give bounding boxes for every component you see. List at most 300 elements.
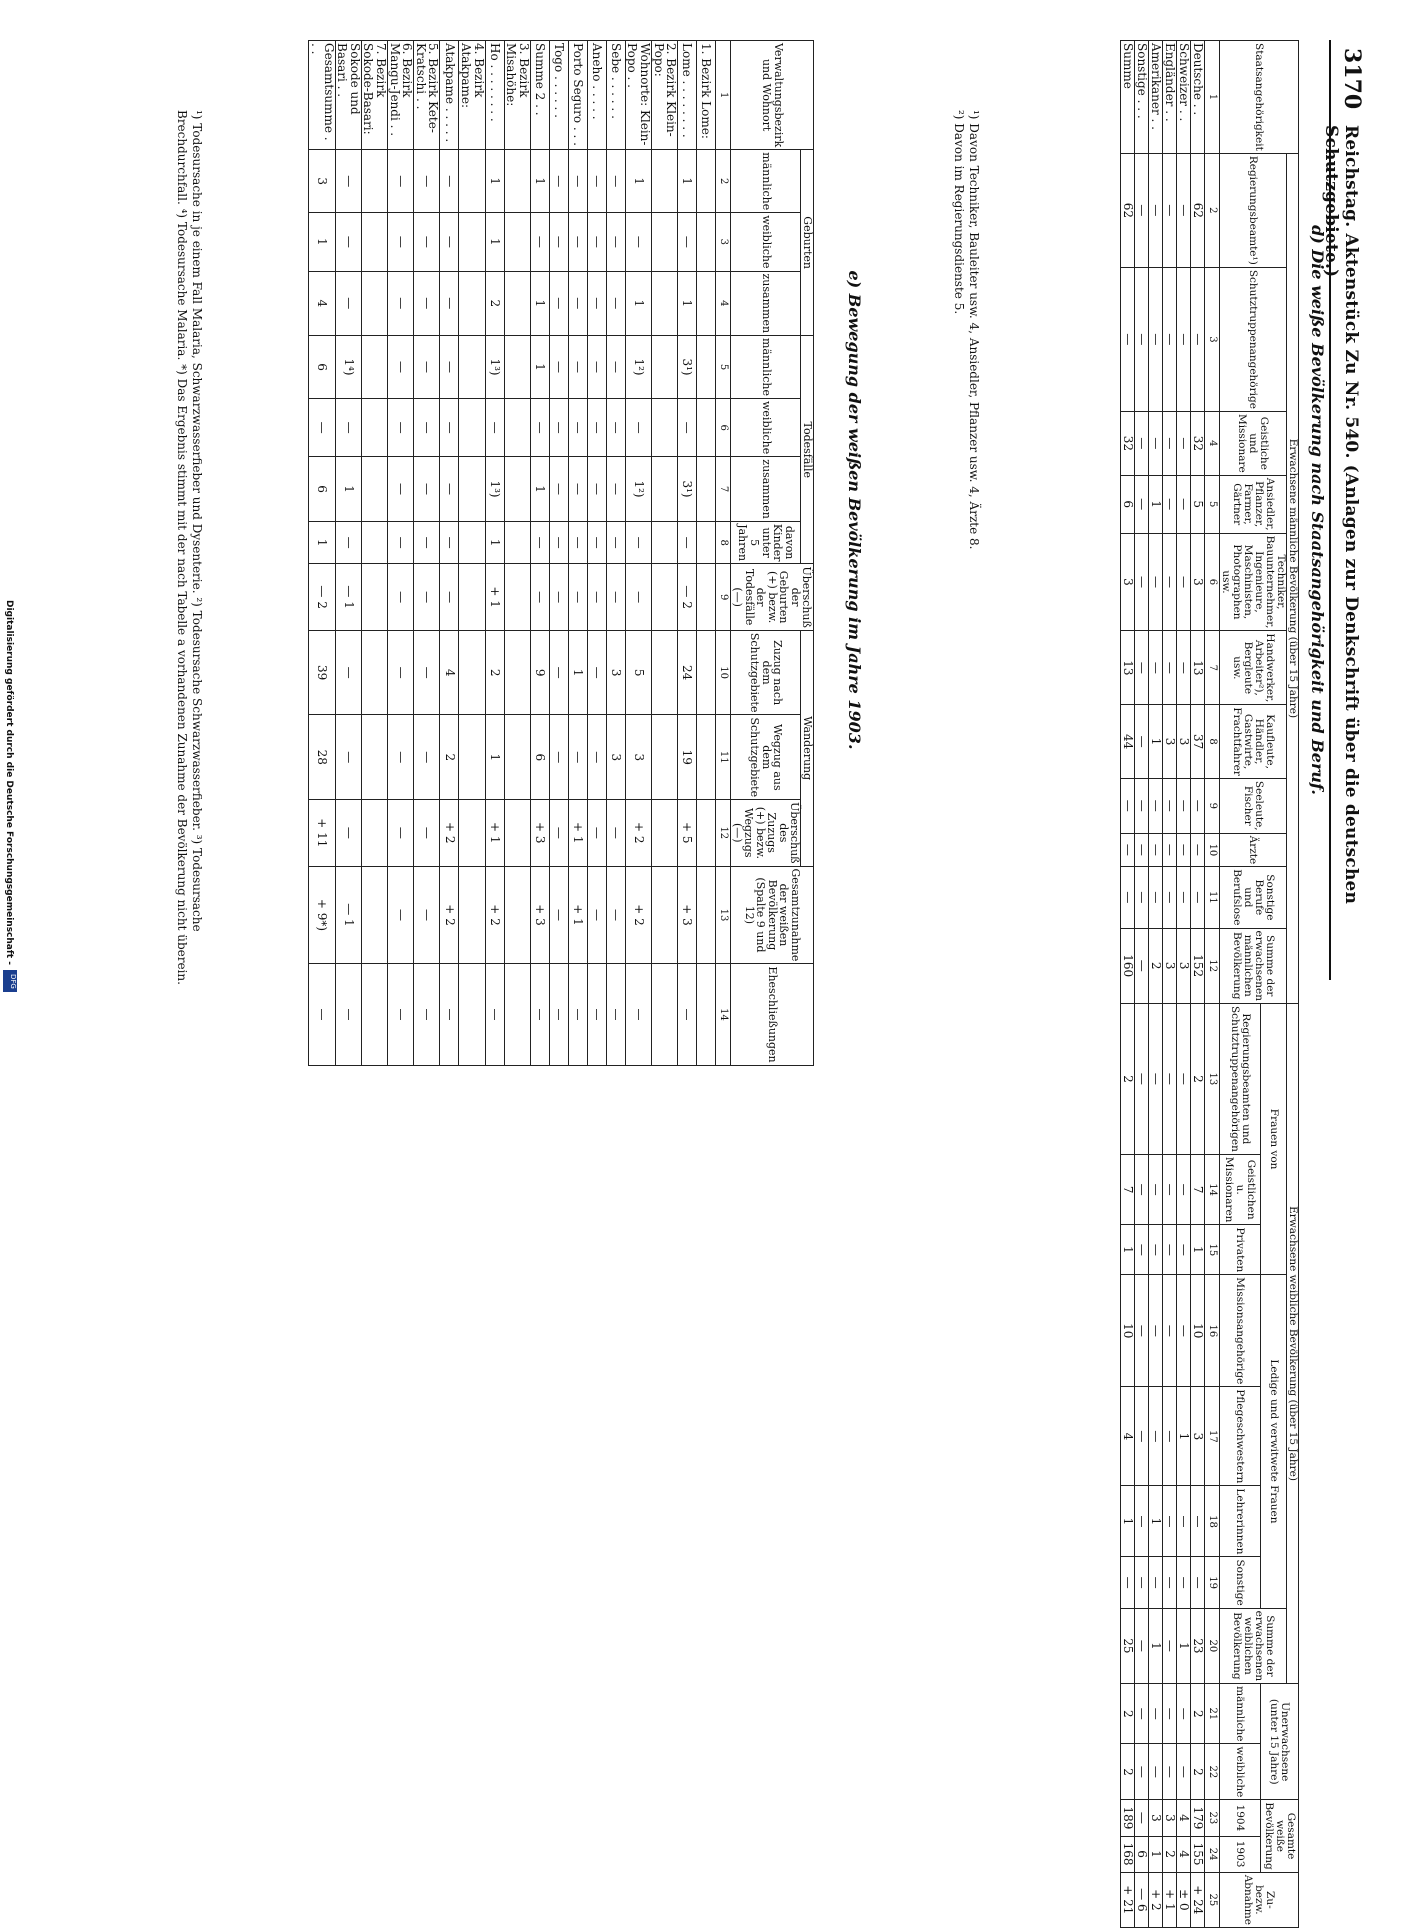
table-cell: — 6 [1134,1872,1148,1927]
table-cell: 1 [1148,475,1162,533]
table-cell: — 2 [309,564,335,630]
column-number: 2 [716,150,731,213]
table-cell [697,213,716,271]
table-cell: — [335,800,361,866]
row-label: Deutsche . . [1190,41,1204,154]
table-cell [697,521,716,564]
table-cell: 1 [530,150,549,213]
population-movement-table [308,40,814,1066]
table-cell [459,964,485,1065]
table-cell: 3¹) [678,336,697,399]
table-cell: — [606,271,625,336]
table-cell: 3 [1148,1800,1162,1836]
table-cell [361,564,387,630]
table-cell: 28 [309,715,335,800]
table-cell: — [335,715,361,800]
table-cell [504,964,530,1065]
column-number: 10 [1204,833,1219,867]
table-cell: — [1190,267,1204,411]
table-cell: 1²) [625,336,651,399]
row-label: Schweizer . . [1176,41,1190,154]
table-cell: — [414,213,440,271]
table-cell: — [414,564,440,630]
table-cell: — [1134,867,1148,928]
table-cell: — [568,521,587,564]
table-cell: — [568,150,587,213]
table-cell: 3 [606,630,625,715]
table-cell: — [1148,1557,1162,1608]
col-header: Überschuß des Zuzugs (+) bezw. Wegzugs (—) [731,800,801,866]
table-cell: — [388,964,414,1065]
table-cell: — [1176,1225,1190,1275]
row-label: Wohnorte: Klein-Popo . . [625,41,651,150]
table-cell: + 3 [530,866,549,964]
table-cell: — [549,521,568,564]
table-cell: — [1148,1744,1162,1800]
table-cell: — [1148,778,1162,833]
table-cell: 7 [1190,1154,1204,1225]
table-cell: — [568,564,587,630]
table-cell: — [388,800,414,866]
table-cell: 4 [1120,1387,1134,1486]
col-header: Wegzug aus dem Schutzgebiete [731,715,801,800]
table-cell: — [388,715,414,800]
table-cell: + 2 [1148,1872,1162,1927]
table-cell: — [1134,705,1148,779]
column-number-row [1204,41,1219,1928]
table-row [1134,41,1148,1928]
table-cell [504,336,530,399]
table-cell [361,715,387,800]
table-cell: — [678,213,697,271]
row-label: Summe [1120,41,1134,154]
table-cell [651,800,677,866]
table-row [388,41,414,1066]
table-cell: 1 [1148,705,1162,779]
table-cell: + 1 [568,866,587,964]
row-label: Togo . . . . . . [549,41,568,150]
table-cell: — [1148,631,1162,705]
row-label: Amerikaner . . [1148,41,1162,154]
table-cell [361,457,387,522]
column-number: 8 [716,521,731,564]
table-cell: 19 [678,715,697,800]
table-cell: — [530,521,549,564]
table-cell [504,457,530,522]
table-cell: 3 [1162,1800,1176,1836]
table-cell [504,521,530,564]
table-cell: — [1176,1684,1190,1744]
table-cell: 1 [1148,1486,1162,1557]
table-cell: 2 [440,715,459,800]
table-cell: 2 [485,630,504,715]
table-cell: — [1134,1387,1148,1486]
table-row [361,41,387,1066]
table-cell [361,521,387,564]
table-cell: — [388,521,414,564]
table-row [1162,41,1176,1928]
table-cell: 1²) [625,457,651,522]
group-header-men: Erwachsene männliche Bevölkerung (über 15 Jahre) [1286,153,1298,1003]
table-cell: 24 [678,630,697,715]
table-cell: 6 [309,457,335,522]
table-cell [504,630,530,715]
col-header: Ansiedler, Pflanzer, Farmer, Gärtner [1219,475,1286,533]
table-cell: — [1134,1684,1148,1744]
table-row [1120,41,1134,1928]
table-cell: — [568,964,587,1065]
table-cell: + 11 [309,800,335,866]
table-cell: 1 [1190,1225,1204,1275]
table-cell [651,866,677,964]
table-cell [459,399,485,457]
table-cell: 37 [1190,705,1204,779]
table-cell [697,399,716,457]
row-label: Aneho . . . . . [587,41,606,150]
table-cell: — [1162,267,1176,411]
table-cell: — [530,964,549,1065]
table-cell: — [440,336,459,399]
table-cell [361,213,387,271]
table-cell [651,399,677,457]
table-cell: 189 [1120,1800,1134,1836]
table-cell: + 1 [568,800,587,866]
table-cell: — [1162,867,1176,928]
column-number: 9 [716,564,731,630]
table-cell: 5 [1190,475,1204,533]
table-cell: — [678,399,697,457]
col-header: Verwaltungsbezirk und Wohnort [731,41,814,150]
table-cell: + 3 [530,800,549,866]
table-cell: — [1176,411,1190,475]
table-row [568,41,587,1066]
table-cell: 6 [530,715,549,800]
table-cell: — [414,457,440,522]
table-cell: — [587,150,606,213]
table-cell: 1 [530,336,549,399]
column-number: 11 [1204,867,1219,928]
table-cell: — [335,521,361,564]
header-rule [1329,40,1331,980]
col-header: davon Kinder unter 5 Jahren [731,521,801,564]
column-number: 20 [1204,1608,1219,1683]
table-cell: — [414,150,440,213]
table-cell: + 24 [1190,1872,1204,1927]
table-cell: — [549,336,568,399]
table-cell: — [1162,1744,1176,1800]
table-cell: 2 [1120,1003,1134,1154]
table-cell: — [1176,475,1190,533]
table-cell: + 2 [440,800,459,866]
table-cell: — [549,213,568,271]
table-cell [459,150,485,213]
table-cell: — [1134,1486,1148,1557]
table-cell: — [1134,631,1148,705]
table-cell: 1⁴) [335,336,361,399]
column-number: 7 [1204,631,1219,705]
table-cell [504,271,530,336]
table-cell: — [1134,1800,1148,1836]
col-header: Staatsangehörigkeit [1219,41,1298,154]
table-cell: — [587,630,606,715]
table-cell [504,866,530,964]
column-number: 4 [1204,411,1219,475]
group-header-women: Erwachsene weibliche Bevölkerung (über 15 Jahre) [1286,1003,1298,1683]
table-cell: 1 [485,150,504,213]
table-cell: — [414,715,440,800]
column-number: 13 [716,866,731,964]
table-cell: — [549,564,568,630]
table-cell [504,150,530,213]
section-e-footnote: ¹) Todesursache in je einem Fall Malaria, Schwarzwasserfieber und Dysenterie. ²) Todesursache Schwarzwasserfieber. ³) Todesursache Brechdurchfall. ⁴) Todesursache Malaria. *) Das Ergebnis stimmt mit der nach Tabelle a vorhandenen Zunahme der Bevölkerung nicht überein. [175,110,204,985]
table-cell: — [1190,1486,1204,1557]
table-cell: — [440,521,459,564]
table-cell: — [678,521,697,564]
col-header: Pflegeschwestern [1219,1387,1260,1486]
col-header: Geistliche und Missionare [1219,411,1286,475]
row-label: Engländer . . [1162,41,1176,154]
col-header: männliche [1219,1684,1260,1744]
table-cell: 3 [1176,928,1190,1003]
table-cell: 1 [1148,1836,1162,1872]
col-header: Schutztruppenangehörige [1219,267,1286,411]
table-cell: — [1134,267,1148,411]
table-cell: — [414,271,440,336]
row-label: Sonstige . . . [1134,41,1148,154]
table-cell [361,271,387,336]
row-label: 6. Bezirk Mangu-Jendi . . [388,41,414,150]
table-cell: — [414,521,440,564]
col-header: Eheschließungen [731,964,814,1065]
table-cell: — [606,213,625,271]
table-cell: — [1134,533,1148,631]
group-header-women-wives: Frauen von [1260,1003,1286,1274]
table-row [549,41,568,1066]
table-cell [361,399,387,457]
table-cell: — [1176,533,1190,631]
table-cell: — [568,399,587,457]
table-cell: 10 [1190,1275,1204,1387]
row-label: Atakpame . . . . . [440,41,459,150]
footnote: ²) Davon im Regierungsdienste 5. [952,110,966,315]
column-number: 10 [716,630,731,715]
table-cell [361,336,387,399]
col-header: Ärzte [1219,833,1286,867]
section-d-footnotes [951,110,981,549]
table-cell: ± 0 [1176,1872,1190,1927]
row-label: Gesamtsumme . . . [309,41,335,150]
table-cell: 10 [1120,1275,1134,1387]
table-cell: — [587,213,606,271]
table-cell: — [1134,1744,1148,1800]
table-cell: — [388,866,414,964]
table-cell: 1 [1176,1608,1190,1683]
table-cell: 3 [606,715,625,800]
row-label: 5. Bezirk Kete-Kratschi . . [414,41,440,150]
table-cell: + 1 [1162,1872,1176,1927]
table-cell: — [625,564,651,630]
col-header: weibliche [731,399,801,457]
table-cell: 32 [1190,411,1204,475]
table-cell [361,150,387,213]
table-cell: — [1148,1154,1162,1225]
row-label: Lome . . . . . . . . [678,41,697,150]
digitization-credit-text: Digitalisierung gefördert durch die Deutsche Forschungsgemeinschaft - [4,600,14,965]
table-cell: 3 [1162,705,1176,779]
column-number: 3 [716,213,731,271]
table-cell [504,399,530,457]
table-cell: — [549,630,568,715]
table-cell: — [1162,1225,1176,1275]
footnote: ¹) Davon Techniker, Bauleiter usw. 4, Ansiedler, Pflanzer usw. 4, Ärzte 8. [967,110,981,550]
table-cell: — [1176,1486,1190,1557]
table-cell: — [388,150,414,213]
column-number: 5 [716,336,731,399]
table-cell: — [1134,778,1148,833]
table-cell: — [335,399,361,457]
table-cell: — [309,964,335,1065]
table-cell: — [335,150,361,213]
table-cell: — [1148,533,1162,631]
table-cell: — [587,457,606,522]
table-cell: — [1176,1744,1190,1800]
table-cell: — [625,964,651,1065]
table-row [309,41,335,1066]
table-cell: — [1162,1003,1176,1154]
table-row [606,41,625,1066]
column-number: 14 [1204,1154,1219,1225]
table-cell: + 5 [678,800,697,866]
table-cell: 23 [1190,1608,1204,1683]
col-header: Handwerker, Arbeiter²), Bergleute usw. [1219,631,1286,705]
table-row [587,41,606,1066]
group-header-women-single: Ledige und verwitwete Frauen [1260,1275,1286,1608]
table-row [1176,41,1190,1928]
column-number: 25 [1204,1872,1219,1927]
dfg-logo-icon: DFG [3,970,17,992]
table-cell: — [414,630,440,715]
row-label: Sebe . . . . . . [606,41,625,150]
column-number: 19 [1204,1557,1219,1608]
table-cell: 62 [1190,153,1204,267]
table-cell: — [625,399,651,457]
col-header: männliche [731,150,801,213]
table-cell: 2 [1148,928,1162,1003]
group-header-migration: Wanderung [801,630,814,866]
table-cell: 13 [1120,631,1134,705]
table-cell: 1 [625,150,651,213]
column-number: 7 [716,457,731,522]
table-row [440,41,459,1066]
table-cell: 1 [625,271,651,336]
table-cell: 7 [1120,1154,1134,1225]
table-cell: 4 [309,271,335,336]
table-cell: + 2 [625,866,651,964]
table-cell: — [568,457,587,522]
table-cell: — [1148,1387,1162,1486]
table-cell [697,866,716,964]
table-cell: — [1134,1557,1148,1608]
row-label: Sokode und Basari . . [335,41,361,150]
column-number: 2 [1204,153,1219,267]
table-cell: + 2 [625,800,651,866]
col-header: Zu- bezw. Abnahme [1219,1872,1298,1927]
table-cell: 2 [1190,1744,1204,1800]
table-cell: — [530,399,549,457]
table-cell: — [606,964,625,1065]
table-cell [651,521,677,564]
col-header: Summe der erwachsenen männlichen Bevölkerung [1219,928,1286,1003]
table-cell [651,271,677,336]
table-cell [697,271,716,336]
table-cell: — [587,336,606,399]
table-cell [697,336,716,399]
table-cell: — [606,564,625,630]
table-cell: — [1162,475,1176,533]
table-cell: — [388,457,414,522]
table-cell: — 1 [335,564,361,630]
table-cell: — [1162,533,1176,631]
table-cell [504,564,530,630]
table-cell: 1 [485,213,504,271]
table-cell: — [568,271,587,336]
column-number: 18 [1204,1486,1219,1557]
table-cell: — [1162,778,1176,833]
table-row [530,41,549,1066]
column-number: 17 [1204,1387,1219,1486]
table-cell: — [388,271,414,336]
col-header: Geistlichen u. Missionaren [1219,1154,1260,1225]
table-cell: 32 [1120,411,1134,475]
table-cell: — [1176,833,1190,867]
table-cell: — [1134,833,1148,867]
table-cell: 3 [1190,533,1204,631]
column-number: 12 [1204,928,1219,1003]
table-cell [459,457,485,522]
col-header: 1904 [1219,1800,1260,1836]
table-cell: — [1190,867,1204,928]
table-cell: — [388,630,414,715]
table-cell: — [388,336,414,399]
table-row [1148,41,1162,1928]
table-cell [504,213,530,271]
table-cell: 13 [1190,631,1204,705]
column-number: 5 [1204,475,1219,533]
table-cell [459,271,485,336]
table-cell: 25 [1120,1608,1134,1683]
table-cell: 1 [335,457,361,522]
table-cell: — [606,399,625,457]
column-number: 13 [1204,1003,1219,1154]
section-e-title: e) Bewegung der weißen Bevölkerung im Jahre 1903. [845,270,864,750]
table-row [485,41,504,1066]
col-header: Techniker, Bauunternehmer, Ingenieure, Maschinisten, Photographen usw. [1219,533,1286,631]
table-cell: — [549,150,568,213]
table-cell: — [1148,411,1162,475]
table-cell [651,564,677,630]
table-cell [459,715,485,800]
col-header: Sonstige [1219,1557,1260,1608]
table-row [697,41,716,1066]
table-cell: — [530,213,549,271]
table-cell: — [485,964,504,1065]
table-cell: — [1190,1557,1204,1608]
page-header [1321,30,1369,980]
table-cell: — [1162,411,1176,475]
table-cell: — [1134,411,1148,475]
table-cell: — [606,800,625,866]
table-cell: — [1134,1154,1148,1225]
